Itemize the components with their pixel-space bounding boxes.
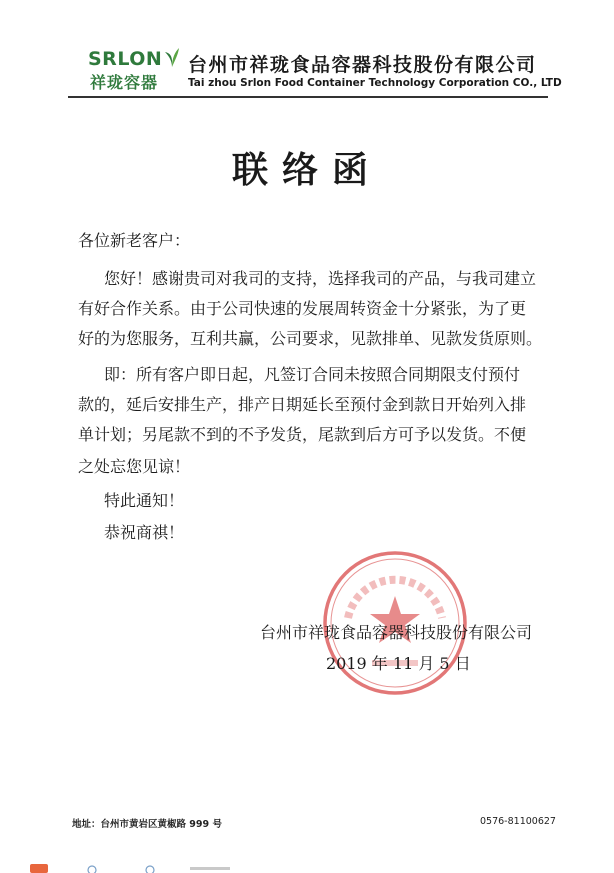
salutation: 各位新老客户： — [78, 231, 191, 250]
footer-phone: 0576-81100627 — [480, 816, 556, 827]
body-line: 之处忘您见谅！ — [78, 457, 191, 476]
footer-address: 地址：台州市黄岩区黄椒路 999 号 — [72, 819, 222, 830]
header-divider — [68, 96, 548, 98]
body-line: 即：所有客户即日起，凡签订合同未按照合同期限支付预付 — [104, 365, 521, 384]
company-name-en: Tai zhou Srlon Food Container Technology Corporation CO., LTD — [188, 77, 562, 89]
closing-notice: 特此通知！ — [104, 491, 185, 510]
body-line: 单计划；另尾款不到的不予发货，尾款到后方可予以发货。不便 — [78, 425, 527, 444]
company-name-cn: 台州市祥珑食品容器科技股份有限公司 — [188, 54, 537, 76]
company-logo — [88, 48, 184, 94]
closing-regards: 恭祝商祺！ — [104, 523, 185, 542]
body-line: 好的为您服务，互利共赢，公司要求，见款排单、见款发货原则。 — [78, 329, 543, 348]
body-line: 有好合作关系。由于公司快速的发展周转资金十分紧张，为了更 — [78, 299, 527, 318]
logo-cn-text: 祥珑容器 — [90, 73, 159, 92]
body-line: 您好！感谢贵司对我司的支持，选择我司的产品，与我司建立 — [104, 269, 537, 288]
signature-date: 2019 年 11 月 5 日 — [326, 654, 471, 673]
logo-en-text: SRLON — [88, 48, 163, 70]
letter-title: 联络函 — [231, 149, 382, 191]
cropped-toolbar-strip — [30, 862, 330, 873]
body-line: 款的，延后安排生产，排产日期延长至预付金到款日开始列入排 — [78, 395, 527, 414]
leaf-icon — [164, 46, 180, 68]
signature-company: 台州市祥珑食品容器科技股份有限公司 — [260, 623, 533, 642]
